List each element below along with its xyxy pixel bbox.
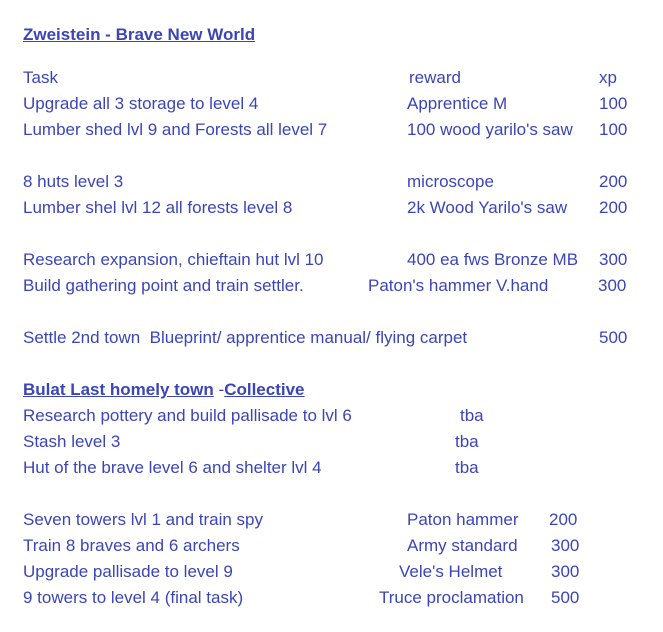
reward-cell: tba: [455, 432, 479, 451]
reward-cell: tba: [460, 406, 484, 425]
reward-cell: microscope: [407, 172, 494, 191]
header-task: Task: [23, 68, 58, 87]
task-cell: Hut of the brave level 6 and shelter lvl 4: [23, 458, 322, 477]
task-cell: Seven towers lvl 1 and train spy: [23, 510, 264, 529]
section2-title-separator: -: [213, 380, 225, 399]
xp-cell: 300: [551, 536, 580, 555]
reward-cell: 2k Wood Yarilo's saw: [407, 198, 568, 217]
xp-cell: 200: [599, 172, 628, 191]
xp-cell: 300: [598, 276, 627, 295]
reward-cell: 100 wood yarilo's saw: [407, 120, 573, 139]
task-cell: 9 towers to level 4 (final task): [23, 588, 244, 607]
reward-cell: Truce proclamation: [379, 588, 524, 607]
task-cell: Lumber shel lvl 12 all forests level 8: [23, 198, 293, 217]
xp-cell: 300: [599, 250, 628, 269]
task-cell: Research expansion, chieftain hut lvl 10: [23, 250, 324, 269]
task-cell: Lumber shed lvl 9 and Forests all level 7: [23, 120, 328, 139]
task-cell: Train 8 braves and 6 archers: [23, 536, 240, 555]
reward-cell: Paton's hammer V.hand: [368, 276, 549, 295]
task-cell: Settle 2nd town Blueprint/ apprentice manual/ flying carpet: [23, 328, 468, 347]
xp-cell: 500: [599, 328, 628, 347]
task-cell: Research pottery and build pallisade to lvl 6: [23, 406, 352, 425]
reward-cell: Apprentice M: [407, 94, 508, 113]
section1-title: Zweistein - Brave New World: [23, 25, 256, 44]
task-cell: 8 huts level 3: [23, 172, 124, 191]
reward-cell: 400 ea fws Bronze MB: [407, 250, 579, 269]
task-cell: Build gathering point and train settler.: [23, 276, 304, 295]
reward-cell: tba: [455, 458, 479, 477]
xp-cell: 100: [599, 120, 628, 139]
xp-cell: 200: [549, 510, 578, 529]
task-cell: Upgrade all 3 storage to level 4: [23, 94, 259, 113]
header-reward: reward: [409, 68, 461, 87]
reward-cell: Vele's Helmet: [399, 562, 503, 581]
reward-cell: Paton hammer: [407, 510, 519, 529]
header-xp: xp: [599, 68, 617, 87]
reward-cell: Army standard: [407, 536, 518, 555]
task-cell: Stash level 3: [23, 432, 121, 451]
section2-title: [23, 380, 305, 400]
xp-cell: 100: [599, 94, 628, 113]
xp-cell: 500: [551, 588, 580, 607]
task-cell: Upgrade pallisade to level 9: [23, 562, 233, 581]
xp-cell: 300: [551, 562, 580, 581]
section2-title-subtitle: Collective: [224, 380, 305, 399]
section2-title-main: Bulat Last homely town: [23, 380, 214, 399]
xp-cell: 200: [599, 198, 628, 217]
